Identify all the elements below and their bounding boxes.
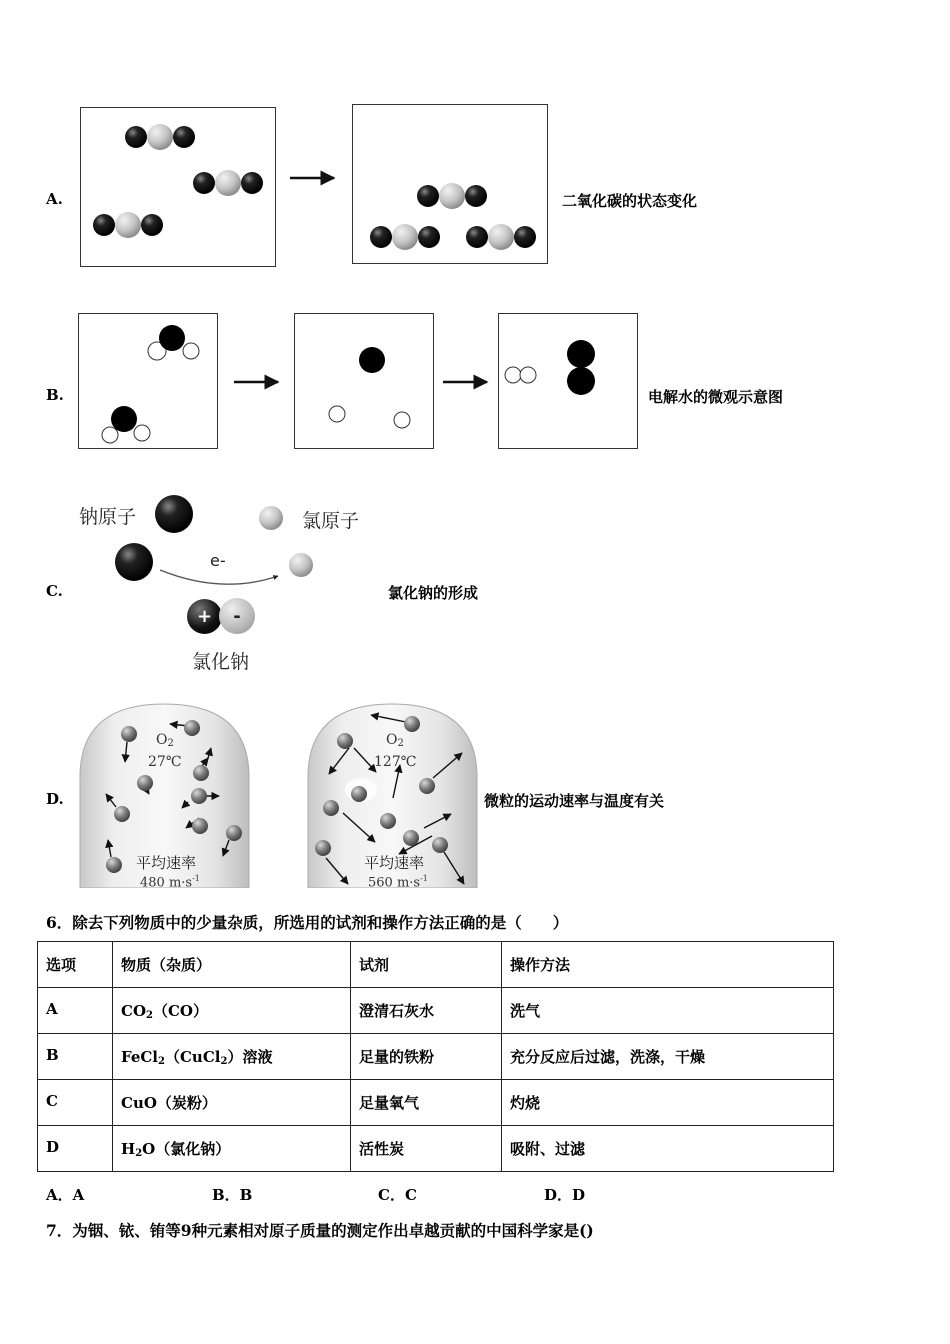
water-molecule	[148, 325, 199, 360]
oxygen-atom	[359, 347, 385, 373]
table-cell: 充分反应后过滤，洗涤，干燥	[502, 1034, 834, 1080]
chlorine-atom	[289, 553, 313, 577]
arrow-right-icon	[232, 374, 282, 390]
table-cell: 吸附、过滤	[502, 1126, 834, 1172]
option-a-gas-box	[80, 107, 276, 267]
temperature-label: 127℃	[374, 754, 417, 770]
oxygen-molecule	[567, 340, 595, 395]
table-cell: $CO_2(CO)$	[113, 988, 351, 1034]
option-d-letter: D.	[46, 790, 64, 808]
option-a-solid-box	[352, 104, 548, 264]
co2-molecule	[193, 170, 263, 196]
water-molecules-box	[78, 313, 218, 449]
table-row	[38, 1126, 834, 1172]
arrow-right-icon	[288, 170, 338, 186]
co2-molecule	[370, 224, 440, 250]
gas-formula: $O_2$	[386, 732, 404, 749]
flask-27c	[78, 702, 251, 891]
option-b-caption: 电解水的微观示意图	[648, 388, 784, 406]
co2-molecule	[125, 124, 195, 150]
table-header-row	[38, 942, 834, 988]
option-c-letter: C.	[46, 582, 63, 600]
options-table	[37, 941, 834, 1172]
question-6-stem: 6．除去下列物质中的少量杂质，所选用的试剂和操作方法正确的是（ ）	[46, 913, 569, 932]
table-header: 物质（杂质）	[113, 942, 351, 988]
co2-molecule	[466, 224, 536, 250]
co2-gas-molecules	[81, 108, 274, 265]
product-molecules-box	[498, 313, 638, 449]
option-b-letter: B.	[46, 386, 64, 404]
flask-127c	[306, 702, 479, 891]
table-cell: B	[38, 1034, 113, 1080]
answer-choices	[46, 1184, 585, 1205]
speed-value: 480 $m\cdot s^{-1}$	[140, 874, 200, 891]
hydrogen-molecule	[505, 367, 536, 383]
electron-label: e-	[210, 551, 226, 570]
table-row	[38, 988, 834, 1034]
sodium-ion: +	[187, 599, 222, 634]
table-cell: 活性炭	[351, 1126, 502, 1172]
option-c-caption: 氯化钠的形成	[388, 584, 479, 602]
table-cell: 澄清石灰水	[351, 988, 502, 1034]
table-cell: C	[38, 1080, 113, 1126]
table-row	[38, 1034, 834, 1080]
sodium-atom-legend	[154, 494, 196, 536]
table-cell: $H_2O$（氯化钠）	[113, 1126, 351, 1172]
answer-choice-a[interactable]: A．A	[46, 1186, 85, 1204]
table-header: 选项	[38, 942, 113, 988]
question-7-stem: 7．为铟、铱、铕等9种元素相对原子质量的测定作出卓越贡献的中国科学家是()	[46, 1221, 594, 1240]
table-cell: 灼烧	[502, 1080, 834, 1126]
table-cell: 足量的铁粉	[351, 1034, 502, 1080]
electron-arrow	[160, 570, 278, 584]
table-header: 操作方法	[502, 942, 834, 988]
table-cell: D	[38, 1126, 113, 1172]
temperature-label: 27℃	[148, 754, 182, 770]
answer-choice-d[interactable]: D．D	[544, 1186, 586, 1204]
gas-formula: $O_2$	[156, 732, 174, 749]
co2-solid-molecules	[353, 105, 546, 262]
option-d-caption: 微粒的运动速率与温度有关	[484, 792, 665, 810]
table-cell: 洗气	[502, 988, 834, 1034]
table-row	[38, 1080, 834, 1126]
table-cell: FeCl$_2$（CuCl$_2$）溶液	[113, 1034, 351, 1080]
table-cell: 足量氧气	[351, 1080, 502, 1126]
table-cell: A	[38, 988, 113, 1034]
sodium-atom-label: 钠原子	[79, 506, 137, 528]
option-a-caption: 二氧化碳的状态变化	[562, 192, 698, 210]
table-header: 试剂	[351, 942, 502, 988]
speed-value: 560 $m\cdot s^{-1}$	[368, 874, 428, 891]
co2-molecule	[417, 183, 487, 209]
arrow-right-icon	[441, 374, 491, 390]
co2-molecule	[93, 212, 163, 238]
answer-choice-c[interactable]: C．C	[378, 1186, 417, 1204]
sodium-atom	[115, 543, 153, 581]
chloride-ion: -	[219, 598, 255, 634]
water-molecule	[102, 406, 150, 443]
average-speed-label: 平均速率	[136, 854, 197, 872]
option-a-letter: A.	[46, 190, 63, 208]
average-speed-label: 平均速率	[364, 854, 425, 872]
chlorine-atom-legend	[258, 505, 286, 533]
answer-choice-b[interactable]: B．B	[212, 1186, 253, 1204]
table-cell: CuO（炭粉）	[113, 1080, 351, 1126]
hydrogen-atom	[394, 412, 410, 428]
hydrogen-atom	[329, 406, 345, 422]
chlorine-atom-label: 氯原子	[302, 510, 360, 532]
sodium-chloride-label: 氯化钠	[192, 651, 250, 673]
separated-atoms-box	[294, 313, 434, 449]
